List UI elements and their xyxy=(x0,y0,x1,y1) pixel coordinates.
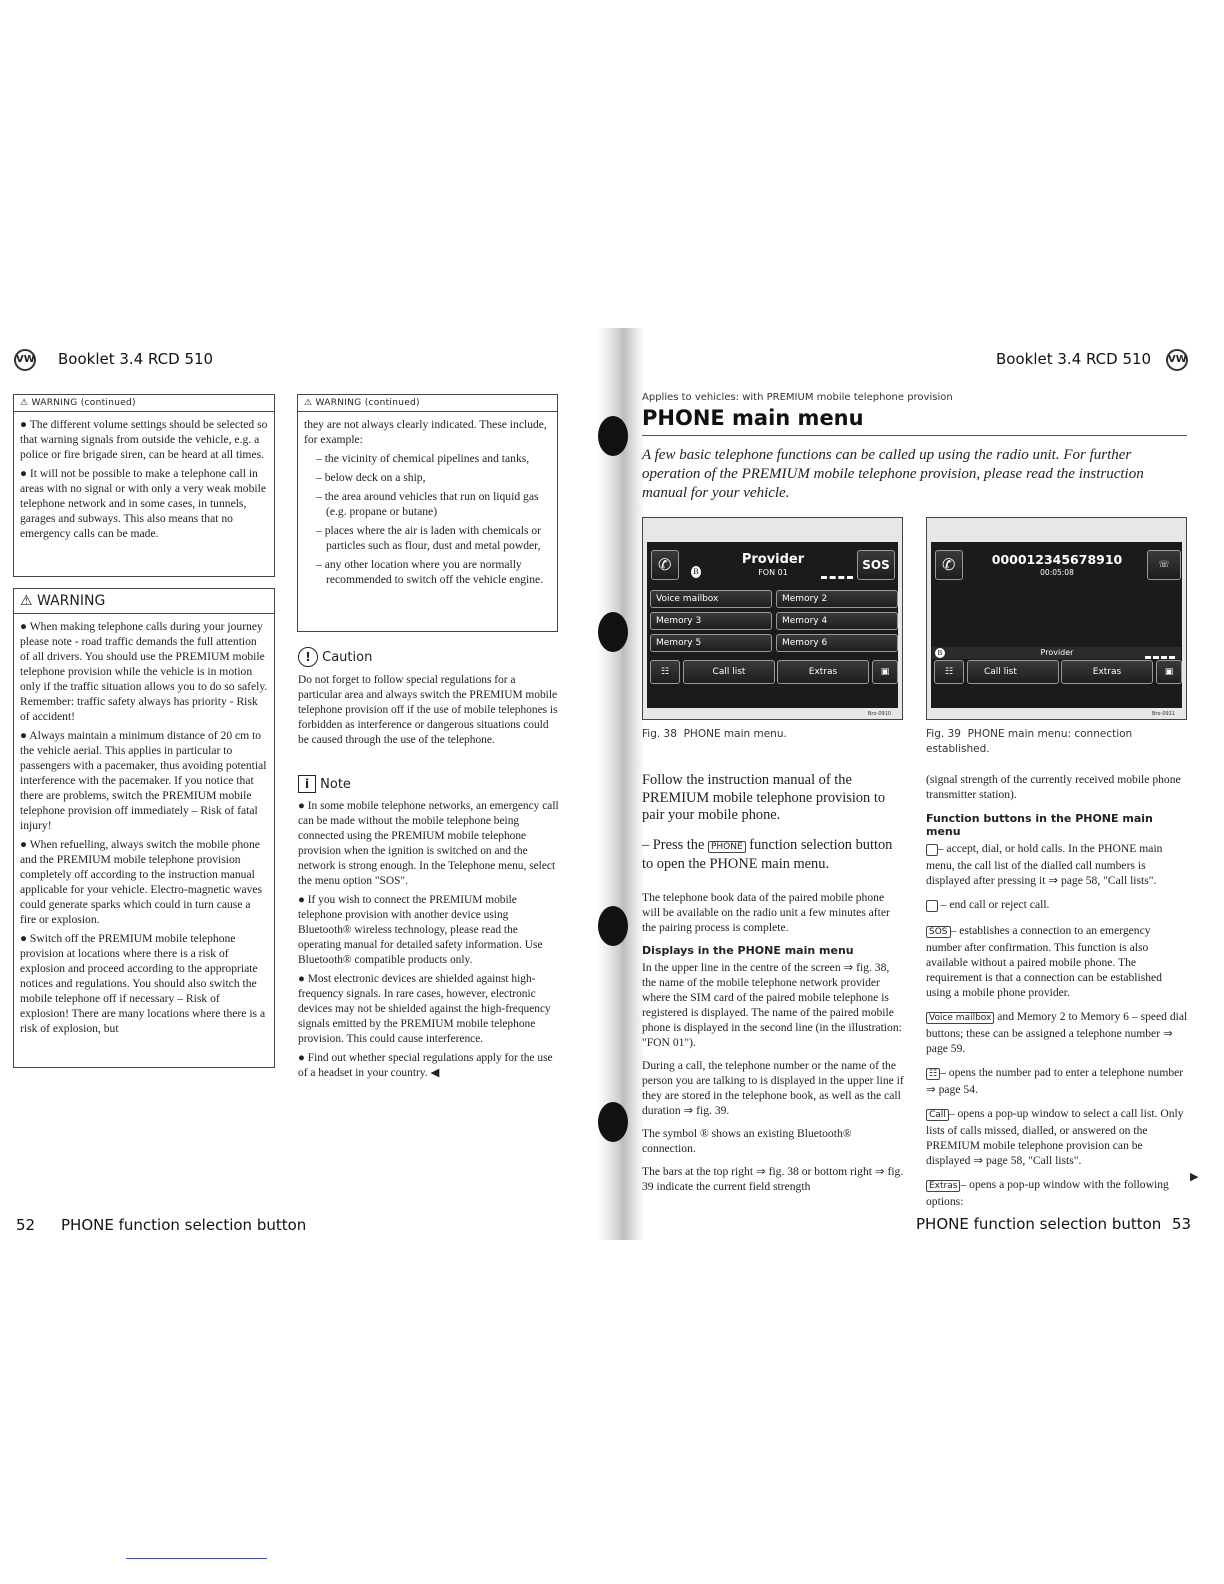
info-icon: i xyxy=(298,775,316,793)
warning-intro: they are not always clearly indicated. These include, for example: xyxy=(304,418,547,446)
voice-mailbox-key-label: Voice mailbox xyxy=(926,1012,994,1024)
keypad-icon: ☷ xyxy=(944,667,954,677)
hang-up-icon: ☏ xyxy=(1158,560,1170,570)
warning-list-item: – any other location where you are normally recommended to switch off the vehicle engine. xyxy=(316,558,544,586)
memory-5-button[interactable]: Memory 5 xyxy=(650,634,772,652)
warning-box xyxy=(13,588,275,1068)
function-item-extras: Extras – opens a pop-up window with the following options: xyxy=(926,1178,1169,1208)
pairing-instruction: Follow the instruction manual of the PREMIUM mobile telephone provision to pair your mobile phone. xyxy=(642,772,886,823)
function-item-end: – end call or reject call. xyxy=(926,897,1188,914)
note-paragraph: ● In some mobile telephone networks, an emergency call can be made without the mobile telephone being connected using the PREMIUM mobile telephone provision when the ignition is switched on and the network is strong enough. In the Telephone menu, select the menu option "SOS". xyxy=(298,800,559,887)
caution-section xyxy=(298,647,560,748)
caution-text: Do not forget to follow special regulations for a particular area and always switch the PREMIUM mobile telephone provision off if the use of mobile telephones is forbidden as interference or dangerous situations could be caused through the use of the telephone. xyxy=(298,674,558,746)
extras-key-label: Extras xyxy=(926,1180,960,1192)
signal-strength-text: (signal strength of the currently received mobile phone transmitter station). xyxy=(926,773,1181,801)
vw-logo-icon: VW xyxy=(1166,349,1188,371)
note-paragraph: ● Find out whether special regulations apply for the use of a headset in your country. ◀ xyxy=(298,1052,553,1079)
applies-to: Applies to vehicles: with PREMIUM mobile telephone provision xyxy=(642,392,953,403)
voice-mailbox-button[interactable]: Voice mailbox xyxy=(650,590,772,608)
hold-call-button[interactable] xyxy=(935,550,963,580)
warning-paragraph: ● Always maintain a minimum distance of 20 cm to the vehicle aerial. This applies in particular to passengers with a pacemaker, thus avoiding potential interference with the pacemaker. If you notice that there are problems, switch the PREMIUM mobile telephone provision off immediately – Risk of fatal injury! xyxy=(20,729,267,832)
end-call-button[interactable] xyxy=(1147,550,1181,580)
figure-code: Bro-0911 xyxy=(1152,711,1176,717)
displays-text-1: In the upper line in the centre of the screen ⇒ fig. 38, the name of the mobile telephone network provider where the SIM card of the paired mobile telephone is registered is displayed. The name of the paired mobile phone is displayed in the second line (in the illustration: "FON 01"). xyxy=(642,960,902,1049)
warning-label: ⚠ WARNING xyxy=(14,589,274,614)
warning-continued-label: ⚠ WARNING (continued) xyxy=(14,395,274,412)
phone-screen-icon: ▣ xyxy=(1164,667,1174,677)
number-pad-button[interactable] xyxy=(934,660,964,684)
call-list-button[interactable]: Call list xyxy=(967,660,1059,684)
warning-continued-box xyxy=(13,394,275,577)
warning-continued-box-2 xyxy=(297,394,558,632)
sos-button[interactable]: SOS xyxy=(857,550,895,580)
page-title: PHONE main menu xyxy=(642,406,864,430)
vw-logo-icon: VW xyxy=(14,349,36,371)
phone-hold-icon: ✆ xyxy=(942,555,956,574)
warning-list-item: – the vicinity of chemical pipelines and tanks, xyxy=(316,452,530,465)
phone-menu-button[interactable] xyxy=(872,660,898,684)
page-header: Booklet 3.4 RCD 510 xyxy=(58,350,214,368)
end-call-key-icon xyxy=(926,900,938,912)
extras-button[interactable]: Extras xyxy=(777,660,869,684)
bluetooth-symbol-text: The symbol ® shows an existing Bluetooth® connection. xyxy=(642,1126,852,1155)
warning-paragraph: ● It will not be possible to make a telephone call in areas with no signal or with only a very weak mobile telephone network and in some cases, in tunnels, garages and subways. This also means that no emergency calls can be made. xyxy=(20,467,266,540)
end-marker-icon: ◀ xyxy=(430,1067,440,1079)
page-number: 52 xyxy=(16,1216,36,1234)
figure-38-caption: Fig. 38 PHONE main menu. xyxy=(642,728,787,740)
binding-hole xyxy=(598,612,628,652)
binding-hole xyxy=(598,906,628,946)
sos-key-label: SOS xyxy=(926,926,951,938)
continue-arrow-icon: ▶ xyxy=(1190,1171,1199,1183)
caution-icon: ! xyxy=(298,647,318,667)
title-rule xyxy=(642,435,1187,436)
note-paragraph: ● Most electronic devices are shielded against high-frequency signals. In rare cases, however, electronic devices may not be shielded against the high-frequency signals emitted by the PREMIUM mobile telephone provision. This could cause interference. xyxy=(298,973,551,1045)
call-duration: 00:05:08 xyxy=(1040,568,1074,577)
figure-39-screen xyxy=(926,517,1187,720)
footer-rule xyxy=(126,1558,267,1559)
phonebook-text: The telephone book data of the paired mobile phone will be available on the radio unit a few minutes after the pairing process is complete. xyxy=(642,890,890,934)
warning-paragraph: ● When refuelling, always switch the mobile phone and the PREMIUM mobile telephone provision completely off according to the instruction manual applicable for your vehicle. Electro-magnetic waves could generate sparks which could in turn cause a fire or explosion. xyxy=(20,838,263,926)
signal-strength-icon xyxy=(821,568,853,579)
book-binding xyxy=(597,328,645,1240)
page-number: 53 xyxy=(1172,1215,1192,1233)
phone-icon: ✆ xyxy=(658,555,672,574)
memory-2-button[interactable]: Memory 2 xyxy=(776,590,898,608)
displays-text-2: During a call, the telephone number or the name of the person you are talking to is displayed in the upper line if they are stored in the telephone book, as well as the call duration ⇒ fig. 39. xyxy=(642,1058,904,1117)
note-section xyxy=(298,775,560,1085)
provider-name: Provider xyxy=(1040,648,1074,657)
warning-continued-label: ⚠ WARNING (continued) xyxy=(298,395,557,412)
figure-38-screen xyxy=(642,517,903,720)
function-item-call: Call – opens a pop-up window to select a call list. Only lists of calls missed, dialled, or answered on the PREMIUM mobile telephone provision can be displayed ⇒ page 58, "Call lists". xyxy=(926,1107,1184,1167)
bluetooth-icon: B xyxy=(935,648,945,658)
call-list-button[interactable]: Call list xyxy=(683,660,775,684)
page-footer-title: PHONE function selection button xyxy=(916,1215,1162,1233)
extras-button[interactable]: Extras xyxy=(1061,660,1153,684)
phone-screen-icon: ▣ xyxy=(880,667,890,677)
warning-paragraph: ● When making telephone calls during your journey please note - road traffic demands the full attention of all drivers. You should use the PREMIUM mobile telephone provision while the vehicle is in motion only if the traffic situation allows you to do so safely. Remember: traffic safety always has priority - Risk of accident! xyxy=(20,620,268,723)
caution-heading: ! Caution xyxy=(298,647,560,667)
press-phone-instruction: – Press the PHONE function selection button to open the PHONE main menu. xyxy=(642,836,893,872)
accept-call-button[interactable] xyxy=(651,550,679,580)
function-item-speed-dial: Voice mailbox and Memory 2 to Memory 6 – speed dial buttons; these can be assigned a telephone number ⇒ page 59. xyxy=(926,1010,1188,1055)
displays-heading: Displays in the PHONE main menu xyxy=(642,943,854,957)
warning-paragraph: ● The different volume settings should be selected so that warning signals from outside the vehicle, e.g. a police or fire brigade siren, can be heard at all times. xyxy=(20,418,268,461)
phone-menu-button[interactable] xyxy=(1156,660,1182,684)
warning-list-item: – the area around vehicles that run on liquid gas (e.g. propane or butane) xyxy=(316,490,539,518)
keypad-icon: ☷ xyxy=(660,667,670,677)
signal-bars-text: The bars at the top right ⇒ fig. 38 or bottom right ⇒ fig. 39 indicate the current field strength xyxy=(642,1164,904,1193)
caller-number: 000012345678910 xyxy=(991,552,1123,567)
memory-6-button[interactable]: Memory 6 xyxy=(776,634,898,652)
binding-hole xyxy=(598,416,628,456)
keypad-key-icon: ☷ xyxy=(926,1068,940,1080)
warning-list-item: – places where the air is laden with chemicals or particles such as flour, dust and metal powder, xyxy=(316,524,542,552)
page-footer-title: PHONE function selection button xyxy=(61,1216,307,1234)
phone-name: FON 01 xyxy=(758,568,788,577)
warning-list-item: – below deck on a ship, xyxy=(316,471,426,484)
function-item-sos: SOS – establishes a connection to an emergency number after confirmation. This function is also available without a paired mobile phone. The requirement is that a connection can be established using a mobile phone provider. xyxy=(926,924,1162,999)
note-heading: i Note xyxy=(298,775,560,793)
right-column-1 xyxy=(642,772,904,1198)
number-pad-button[interactable] xyxy=(650,660,680,684)
right-column-2 xyxy=(926,772,1188,1213)
warning-icon: ⚠ xyxy=(20,593,33,609)
binding-hole xyxy=(598,1102,628,1142)
intro-text: A few basic telephone functions can be called up using the radio unit. For further operation of the PREMIUM mobile telephone provision, please read the instruction manual for your vehicle. xyxy=(642,447,1144,501)
function-item-number-pad: ☷ – opens the number pad to enter a telephone number ⇒ page 54. xyxy=(926,1066,1184,1096)
memory-3-button[interactable]: Memory 3 xyxy=(650,612,772,630)
function-buttons-heading: Function buttons in the PHONE main menu xyxy=(926,812,1153,838)
bluetooth-icon: B xyxy=(691,566,701,578)
function-item-accept: – accept, dial, or hold calls. In the PHONE main menu, the call list of the dialled call numbers is displayed after pressing it ⇒ page 58, "Call lists". xyxy=(926,842,1163,887)
note-paragraph: ● If you wish to connect the PREMIUM mobile telephone provision with another device using Bluetooth® wireless technology, please read the operating manual for detailed safety information. Use Bluetooth® compatible products only. xyxy=(298,894,543,966)
figure-code: Bro-0910 xyxy=(868,711,892,717)
phone-key-label: PHONE xyxy=(708,841,746,853)
memory-4-button[interactable]: Memory 4 xyxy=(776,612,898,630)
provider-name: Provider xyxy=(741,552,805,567)
call-key-label: Call xyxy=(926,1109,949,1121)
signal-strength-icon xyxy=(1145,650,1175,659)
page-header: Booklet 3.4 RCD 510 xyxy=(996,350,1152,368)
accept-key-icon xyxy=(926,844,938,856)
warning-paragraph: ● Switch off the PREMIUM mobile telephone provision at locations where there is a risk of explosion and proceed according to the appropriate notices and regulations. You should also switch the mobile telephone off if necessary – Risk of explosion! There are many locations where there is a risk of explosion, but xyxy=(20,932,266,1035)
figure-39-caption: Fig. 39 PHONE main menu: connection established. xyxy=(926,728,1133,755)
